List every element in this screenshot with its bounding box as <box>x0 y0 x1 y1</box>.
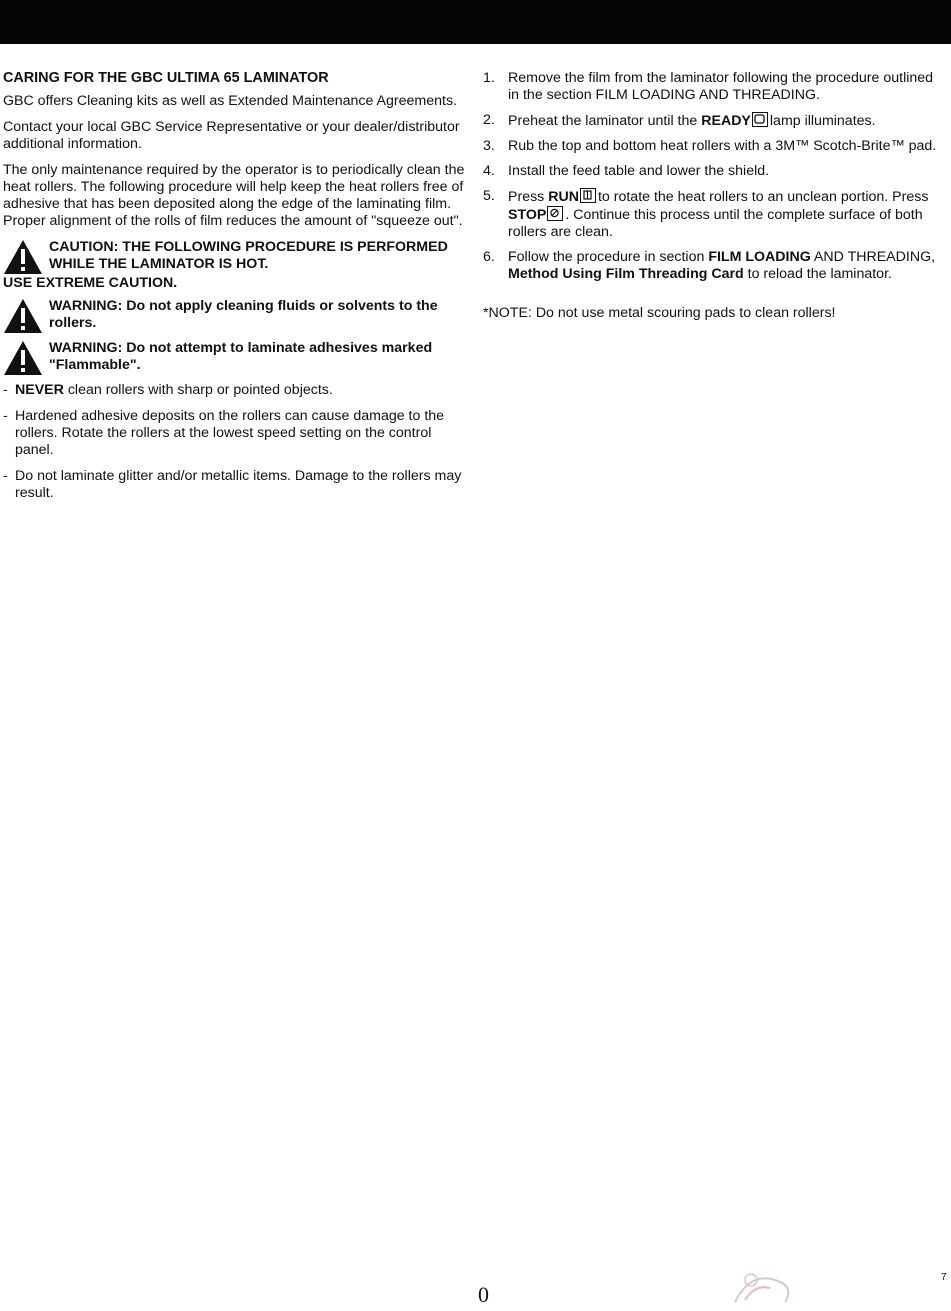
step-text-part: AND THREADING, <box>810 249 936 265</box>
caution-text: CAUTION: THE FOLLOWING PROCEDURE IS PERFORMED WHILE THE LAMINATOR IS HOT. <box>49 239 448 272</box>
caution-text-continued: USE EXTREME CAUTION. <box>3 275 178 291</box>
step-text-part: to reload the laminator. <box>743 266 892 282</box>
warning-flammable-text: WARNING: Do not attempt to laminate adhesives marked "Flammable". <box>49 340 433 373</box>
step-text-part: lamp illuminates. <box>769 113 876 129</box>
bullet-text: Do not laminate glitter and/or metallic items. Damage to the rollers may result. <box>15 468 462 501</box>
left-column <box>3 70 465 511</box>
step-number: 3. <box>483 138 495 154</box>
warning-flammable <box>3 340 465 376</box>
intro-paragraph: GBC offers Cleaning kits as well as Extended Maintenance Agreements. <box>3 93 457 109</box>
step-text-bold: Method Using Film Threading Card <box>508 266 744 282</box>
page-number: 0 <box>478 1282 489 1307</box>
step-item <box>483 112 945 130</box>
step-number: 1. <box>483 70 495 86</box>
step-number: 6. <box>483 249 495 265</box>
warning-triangle-icon <box>3 298 43 334</box>
step-text-bold: FILM LOADING <box>708 249 811 265</box>
section-heading: CARING FOR THE GBC ULTIMA 65 LAMINATOR <box>3 70 329 86</box>
ready-lamp-icon <box>752 112 768 127</box>
note-text: *NOTE: Do not use metal scouring pads to clean rollers! <box>483 305 836 321</box>
warning-triangle-icon <box>3 340 43 376</box>
run-key-icon <box>580 188 596 203</box>
maintenance-paragraph: The only maintenance required by the operator is to periodically clean the heat rollers. The following procedure will help keep the heat rollers free of adhesive that has been deposited along the edge of the laminating film. Proper alignment of the rolls of film reduces the amount of "squeeze out". <box>3 162 465 229</box>
step-item <box>483 70 945 104</box>
warning-triangle-icon <box>3 239 43 275</box>
step-text: Install the feed table and lower the shield. <box>508 163 770 179</box>
cleaning-steps <box>483 70 945 283</box>
header-bar <box>0 0 951 44</box>
step-text-part: Press <box>508 189 549 205</box>
warning-solvents <box>3 298 465 334</box>
precaution-list <box>3 382 465 502</box>
step-text-part: Follow the procedure in section <box>508 249 709 265</box>
stop-label: STOP <box>508 207 547 223</box>
never-emphasis: NEVER <box>15 382 64 398</box>
caution-notice <box>3 239 465 292</box>
step-number: 4. <box>483 163 495 179</box>
watermark-logo-icon <box>715 1262 825 1311</box>
step-item <box>483 138 945 155</box>
list-item: - Hardened adhesive deposits on the rollers can cause damage to the rollers. Rotate the rollers at the lowest speed setting on the control panel. <box>3 408 465 459</box>
step-text: Rub the top and bottom heat rollers with a 3M™ Scotch-Brite™ pad. <box>508 138 937 154</box>
step-text <box>508 112 945 130</box>
corner-mark: 7 <box>941 1272 947 1283</box>
step-text-part: . Continue this process until the complete surface of both rollers are clean. <box>508 207 923 240</box>
contact-paragraph: Contact your local GBC Service Representative or your dealer/distributor additional information. <box>3 119 460 152</box>
step-text <box>508 249 945 283</box>
list-item: - Do not laminate glitter and/or metallic items. Damage to the rollers may result. <box>3 468 465 502</box>
step-text-part: Preheat the laminator until the <box>508 113 702 129</box>
step-number: 5. <box>483 188 495 204</box>
step-item <box>483 188 945 241</box>
step-text <box>508 188 945 241</box>
step-text-part: to rotate the heat rollers to an unclean portion. Press <box>597 189 929 205</box>
step-item <box>483 163 945 180</box>
step-number: 2. <box>483 112 495 128</box>
ready-label: READY <box>701 113 751 129</box>
bullet-text: Hardened adhesive deposits on the rollers can cause damage to the rollers. Rotate the rollers at the lowest speed setting on the control panel. <box>15 408 445 458</box>
step-item <box>483 249 945 283</box>
warning-solvents-text: WARNING: Do not apply cleaning fluids or solvents to the rollers. <box>49 298 438 331</box>
step-text: Remove the film from the laminator following the procedure outlined in the section FILM LOADING AND THREADING. <box>508 70 934 103</box>
run-label: RUN <box>548 189 579 205</box>
bullet-text: clean rollers with sharp or pointed objects. <box>63 382 333 398</box>
stop-key-icon <box>547 206 563 221</box>
right-column <box>483 70 945 331</box>
list-item: - NEVER clean rollers with sharp or pointed objects. <box>3 382 333 398</box>
